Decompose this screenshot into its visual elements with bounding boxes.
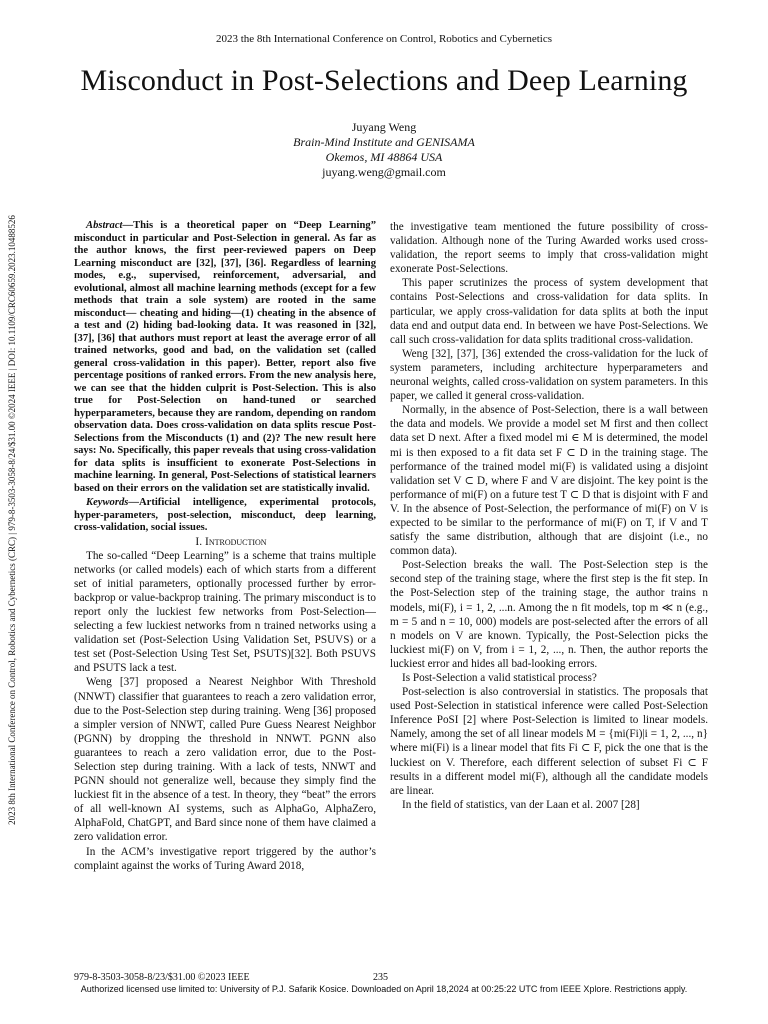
keywords-lead: Keywords (86, 497, 129, 508)
body-paragraph: the investigative team mentioned the future possibility of cross-validation. Although none of the Turing Awarded works used cross-validation, the report seems to imply that cross-validation might exonerate Post-Selections. (390, 221, 708, 276)
body-paragraph: Weng [37] proposed a Nearest Neighbor With Threshold (NNWT) classifier that guarantees to reach a zero validation error, due to the Post-Selection step during training. Weng [36] proposed a simpler version of NNWT, called Pure Guess Nearest Neighbor (PGNN) by dropping the threshold in NNWT. PGNN also guarantees to reach a zero validation error, due to the Post-Selection step during training. With a lack of tests, NNWT and PGNN should not generalize well, because they simply find the luckiest fit in the absence of a test. In theory, they “beat” the errors of all well-known AI systems, such as AlphaGo, AlphaZero, AlphaFold, ChatGPT, and Bard since none of them have claimed a zero validation error. (74, 676, 376, 844)
doi-sidebar (4, 160, 20, 880)
footer-authorization: Authorized licensed use limited to: University of P.J. Safarik Kosice. Downloaded on April 18,2024 at 00:25:22 UTC from IEEE Xplore. Restrictions apply. (80, 984, 688, 994)
conference-header: 2023 the 8th International Conference on Control, Robotics and Cybernetics (215, 33, 553, 45)
author-location: Okemos, MI 48864 USA (325, 150, 443, 164)
body-paragraph: The so-called “Deep Learning” is a scheme that trains multiple networks (or called models) each of which starts from a different set of initial parameters, optionally processed further by error-backprop or value-backprop training. The primary misconduct is to report only the luckiest few networks from Post-Selection—selecting a few luckiest networks from n trained networks using a validation set (Post-Selection Using Validation Set, PSUVS) or a test set (Post-Selection Using Test Set, PSUTS)[32]. Both PSUVS and PSUTS lack a test. (74, 549, 376, 675)
doi-sidebar-text: 2023 8th International Conference on Control, Robotics and Cybernetics (CRC) | 979-8-3503-3058-8/24/$31.00 ©2024 IEEE | DOI: 10.1109/CRC60659.2023.10488526 (7, 215, 17, 825)
body-paragraph: Weng [32], [37], [36] extended the cross-validation for the luck of system parameters, including architecture hyperparameters and neuronal weights, called cross-validation on system parameters. In this paper, we called it general cross-validation. (390, 347, 708, 403)
keywords-text: —Artificial intelligence, experimental protocols, hyper-parameters, post-selection, misconduct, deep learning, cross-validation, social issues. (74, 497, 376, 533)
body-paragraph: In the ACM’s investigative report triggered by the author’s complaint against the works of Turing Award 2018, (74, 845, 376, 872)
section-number: I. (195, 535, 203, 548)
body-paragraph: Is Post-Selection a valid statistical process? (402, 672, 597, 684)
footer-isbn: 979-8-3503-3058-8/23/$31.00 ©2023 IEEE (74, 972, 250, 983)
abstract-text: —This is a theoretical paper on “Deep Learning” misconduct in particular and Post-Selection in general. As far as the author knows, the first peer-reviewed papers on Deep Learning misconduct are [32], [37], [36]. Regardless of learning modes, e.g., supervised, reinforcement, adversarial, and evolutional, almost all machine learning methods (except for a few methods that train a sole system) are rooted in the same misconduct— cheating and hiding—(1) cheating in the absence of a test and (2) hiding bad-looking data. It was reasoned in [32], [37], [36] that authors must report at least the average error of all trained networks, good and bad, on the validation set (called general cross-validation in this paper). Better, report also five percentage positions of ranked errors. From the new analysis here, we can see that the hidden culprit is Post-Selection. This is also true for Post-Selection on hand-tuned or searched hyperparameters, because they are random, depending on random observation data. Does cross-validation on data splits rescue Post-Selections from the Misconducts (1) and (2)? The new result here says: No. Specifically, this paper reveals that using cross-validation for data splits is insufficient to exonerate Post-Selections in machine learning. In general, Post-Selections of statistical learners based on their errors on the validation set are statistically invalid. (74, 220, 376, 494)
body-paragraph: Post-selection is also controversial in statistics. The proposals that used Post-Selection in statistical inference were called Post-Selection Inference PoSI [2] where Post-Selection is limited to linear models. Namely, among the set of all linear models M = {mi(Fi)|i = 1, 2, ..., n} where mi(Fi) is a linear model that fits Fi ⊂ F, pick the one that is the luckiest on V. Therefore, each different selection of subset Fi ⊂ F results in a different model mi(F), although all the candidate models are linear. (390, 686, 708, 797)
body-paragraph: Post-Selection breaks the wall. The Post-Selection step is the second step of the training stage, where the first step is the fit step. In the Post-Selection step of the training stage, the author trains n models, mi(F), i = 1, 2, ...n. Among the n fit models, top m ≪ n (e.g., m = 5 and n = 10, 000) models are post-selected after the errors of all n models on V are known. Typically, the Post-Selection picks the luckiest mi(F) on V, from i = 1, 2, ..., n. Then, the author reports the luckiest error and hides all bad-looking errors. (390, 559, 708, 670)
body-paragraph: Normally, in the absence of Post-Selection, there is a wall between the data and models. We provide a model set M first and then collect data set D next. After a fixed model mi ∈ M is determined, the model mi is then exposed to a fit data set F ⊂ D in the training stage. The performance of the trained model mi(F) is validated using a disjoint validation set V ⊂ D, where F and V are disjoint. The key point is the performance of mi(F) on a future test T ⊂ D that is disjoint with F and V. In the absence of Post-Selection, the performance of mi(F) on V is expected to be similar to the performance of mi(F) on T, if V and T satisfy the same distribution, although that are disjoint (i.e., no common data). (390, 404, 708, 558)
author-block (0, 120, 768, 180)
abstract (74, 220, 376, 535)
section-name: Introduction (204, 535, 267, 548)
paper-title: Misconduct in Post-Selections and Deep Learning (80, 64, 688, 97)
body-paragraph: In the field of statistics, van der Laan et al. 2007 [28] (402, 798, 640, 811)
left-column (74, 220, 376, 873)
body-paragraph: This paper scrutinizes the process of system development that contains Post-Selections and cross-validation for data splits. In particular, we apply cross-validation for data splits at both the input data end and output data end. In between we have Post-Selections. We call such cross-validation for data splits traditional cross-validation. (390, 277, 708, 346)
section-heading (74, 535, 376, 549)
abstract-lead: Abstract (86, 220, 123, 231)
right-column (390, 220, 708, 812)
page-number: 235 (373, 972, 388, 983)
author-affiliation: Brain-Mind Institute and GENISAMA (293, 135, 475, 149)
author-email[interactable]: juyang.weng@gmail.com (322, 165, 446, 179)
author-name: Juyang Weng (351, 120, 417, 134)
